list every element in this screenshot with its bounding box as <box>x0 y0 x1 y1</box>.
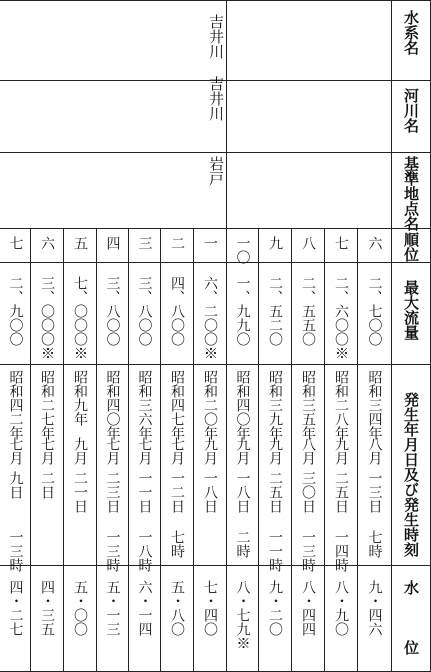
header-rank: 順位 <box>402 232 420 262</box>
max-flow-cell: 六、二〇〇※ <box>202 276 218 360</box>
year-cell: 昭和三九年 <box>267 370 283 440</box>
water-level-cell: 四・二七 <box>7 580 24 636</box>
day-cell: 一八日 <box>202 471 218 513</box>
year-cell: 昭和三五年 <box>300 370 316 440</box>
water-system-name: 吉井川 <box>207 14 225 59</box>
year-cell: 昭和三六年 <box>136 370 153 440</box>
rank-cell: 一 <box>202 236 218 250</box>
month-cell: 九月 <box>72 437 88 465</box>
max-flow-cell: 二、六〇〇※ <box>333 276 349 360</box>
row-divider <box>0 228 431 229</box>
water-level-cell: 七・四〇 <box>202 580 218 636</box>
day-cell: 二三日 <box>104 471 121 513</box>
time-cell: 一三時 <box>104 530 121 572</box>
time-cell: 一三時 <box>300 530 316 572</box>
rank-cell: 八 <box>300 236 316 250</box>
water-level-cell: 四・三五 <box>39 580 55 636</box>
rank-cell: 六 <box>39 236 55 250</box>
column-divider <box>30 228 31 672</box>
row-divider <box>0 152 431 153</box>
rank-cell: 六 <box>366 236 383 250</box>
column-divider <box>160 228 161 672</box>
row-divider <box>0 262 431 263</box>
header-max-flow: 最大流量 <box>402 280 420 340</box>
water-level-cell: 五・一三 <box>104 580 121 636</box>
month-cell: 七月 <box>39 437 55 465</box>
year-cell: 昭和三四年 <box>366 370 383 440</box>
water-level-cell: 五・八〇 <box>169 580 185 636</box>
month-cell: 七月 <box>104 437 121 465</box>
column-divider <box>193 228 194 672</box>
year-cell: 昭和四〇年 <box>234 370 251 440</box>
month-cell: 九月 <box>234 437 251 465</box>
month-cell: 九月 <box>202 437 218 465</box>
row-divider <box>0 565 431 566</box>
header-river: 河川名 <box>402 88 420 133</box>
max-flow-cell: 二、七〇〇 <box>366 276 383 346</box>
day-cell: 二一日 <box>72 471 88 513</box>
day-cell: 一三日 <box>366 471 383 513</box>
day-cell: 一二日 <box>169 471 185 513</box>
column-divider <box>291 228 292 672</box>
day-cell: 二日 <box>39 471 55 499</box>
column-divider <box>357 228 358 672</box>
max-flow-cell: 三、〇〇〇※ <box>39 276 55 360</box>
max-flow-cell: 四、八〇〇 <box>169 276 185 346</box>
year-cell: 昭和九年 <box>72 370 88 426</box>
month-cell: 七月 <box>169 437 185 465</box>
water-level-cell: 八・四四 <box>300 580 316 636</box>
river-name: 吉井川 <box>207 76 225 121</box>
column-divider <box>226 228 227 672</box>
header-water-system: 水系名 <box>402 10 420 55</box>
max-flow-cell: 七、〇〇〇※ <box>72 276 88 360</box>
station-name: 岩戸 <box>207 156 225 186</box>
water-level-cell: 八・九〇 <box>333 580 349 636</box>
year-cell: 昭和二〇年 <box>202 370 218 440</box>
time-cell: 一四時 <box>333 530 349 572</box>
max-flow-cell: 二、五二〇 <box>267 276 283 346</box>
month-cell: 七月 <box>7 437 24 465</box>
header-date: 発生年月日及び発生時刻 <box>402 392 420 557</box>
max-flow-cell: 三、八〇〇 <box>104 276 121 346</box>
day-cell: 一一日 <box>136 471 153 513</box>
rank-cell: 七 <box>333 236 349 250</box>
rank-cell: 一〇 <box>234 236 251 264</box>
time-cell: 一八時 <box>136 530 153 572</box>
column-divider <box>96 228 97 672</box>
day-cell: 二五日 <box>333 471 349 513</box>
column-divider <box>391 0 392 672</box>
month-cell: 七月 <box>136 437 153 465</box>
max-flow-cell: 一、九九〇 <box>234 276 251 346</box>
time-cell: 七時 <box>366 530 383 558</box>
time-cell: 一一時 <box>267 530 283 572</box>
rank-cell: 三 <box>136 236 153 250</box>
water-level-cell: 九・二〇 <box>267 580 283 636</box>
header-station: 基準地点名 <box>402 156 420 231</box>
year-cell: 昭和二八年 <box>333 370 349 440</box>
day-cell: 一八日 <box>234 471 251 513</box>
month-cell: 九月 <box>333 437 349 465</box>
water-level-cell: 五・〇〇 <box>72 580 88 636</box>
day-cell: 二五日 <box>267 471 283 513</box>
border-top <box>0 0 431 1</box>
row-divider <box>0 364 431 365</box>
water-level-cell: 八・七九※ <box>234 580 251 650</box>
rank-cell: 九 <box>267 236 283 250</box>
month-cell: 九月 <box>267 437 283 465</box>
rank-cell: 四 <box>104 236 121 250</box>
column-divider <box>128 228 129 672</box>
time-cell: 一三時 <box>7 530 24 572</box>
rank-cell: 二 <box>169 236 185 250</box>
rank-cell: 五 <box>72 236 88 250</box>
top-block-divider <box>226 0 227 228</box>
header-level-2: 位 <box>402 640 420 655</box>
max-flow-cell: 二、九〇〇 <box>7 276 24 346</box>
rank-cell: 七 <box>7 236 24 250</box>
day-cell: 三〇日 <box>300 471 316 513</box>
month-cell: 八月 <box>366 437 383 465</box>
year-cell: 昭和四二年 <box>7 370 24 440</box>
year-cell: 昭和四〇年 <box>104 370 121 440</box>
day-cell: 九日 <box>7 471 24 499</box>
max-flow-cell: 三、八〇〇 <box>136 276 153 346</box>
header-level-1: 水 <box>402 580 420 595</box>
year-cell: 昭和四七年 <box>169 370 185 440</box>
time-cell: 七時 <box>169 530 185 558</box>
max-flow-cell: 二、五五〇 <box>300 276 316 346</box>
month-cell: 八月 <box>300 437 316 465</box>
year-cell: 昭和二七年 <box>39 370 55 440</box>
time-cell: 二時 <box>234 530 251 558</box>
column-divider <box>258 228 259 672</box>
water-level-cell: 九・四六 <box>366 580 383 636</box>
water-level-cell: 六・一四 <box>136 580 153 636</box>
column-divider <box>324 228 325 672</box>
column-divider <box>63 228 64 672</box>
